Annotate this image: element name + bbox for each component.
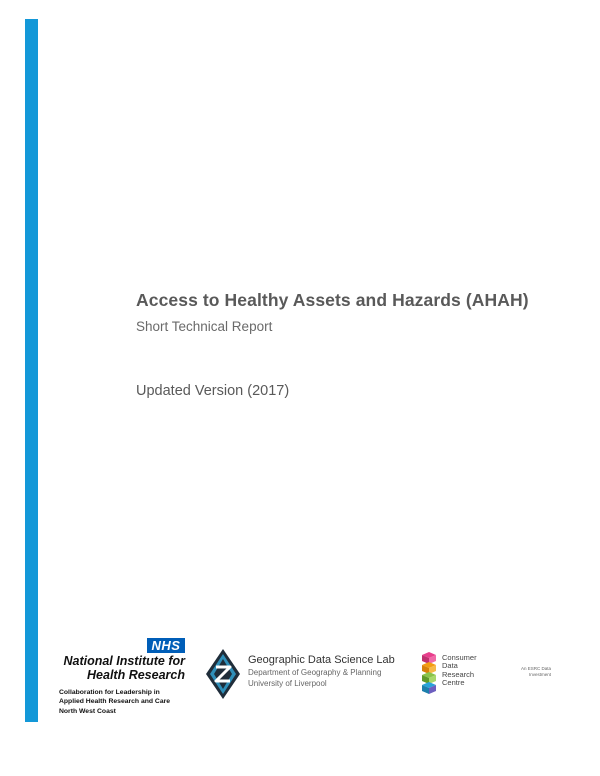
cdrc-text bbox=[442, 654, 477, 687]
esrc-line1: An ESRC Data bbox=[520, 666, 551, 671]
nihr-logo bbox=[56, 638, 192, 722]
nihr-name bbox=[63, 654, 185, 682]
nihr-collab-line3: North West Coast bbox=[59, 707, 116, 715]
nihr-collab-line2: Applied Health Research and Care bbox=[59, 698, 171, 706]
nihr-name-line2: Health Research bbox=[87, 668, 185, 682]
report-subtitle: Short Technical Report bbox=[136, 319, 273, 334]
cdrc-line2: Data bbox=[442, 661, 458, 671]
cdrc-logo bbox=[419, 651, 499, 697]
report-title: Access to Healthy Assets and Hazards (AHAH) bbox=[136, 290, 529, 310]
cdrc-line1: Consumer bbox=[442, 653, 477, 662]
nhs-badge: NHS bbox=[147, 638, 185, 653]
gdsl-university: University of Liverpool bbox=[248, 679, 327, 688]
nihr-collaboration bbox=[59, 688, 170, 716]
esrc-line2: Investment bbox=[528, 671, 551, 677]
report-version: Updated Version (2017) bbox=[136, 383, 290, 399]
esrc-logo bbox=[511, 666, 551, 677]
title-block bbox=[136, 290, 576, 334]
gdsl-name: Geographic Data Science Lab bbox=[248, 654, 395, 666]
nihr-collab-line1: Collaboration for Leadership in bbox=[59, 689, 160, 696]
gdsl-logo bbox=[205, 648, 410, 700]
gdsl-department: Department of Geography & Planning bbox=[248, 668, 382, 677]
gdsl-text bbox=[248, 654, 395, 688]
cdrc-line3: Research bbox=[442, 669, 475, 679]
accent-bar bbox=[25, 19, 38, 722]
cdrc-cube-icon bbox=[419, 651, 439, 697]
nihr-name-line1: National Institute for bbox=[63, 654, 185, 668]
gdsl-emblem-icon bbox=[205, 648, 241, 700]
cdrc-line4: Centre bbox=[442, 677, 465, 687]
